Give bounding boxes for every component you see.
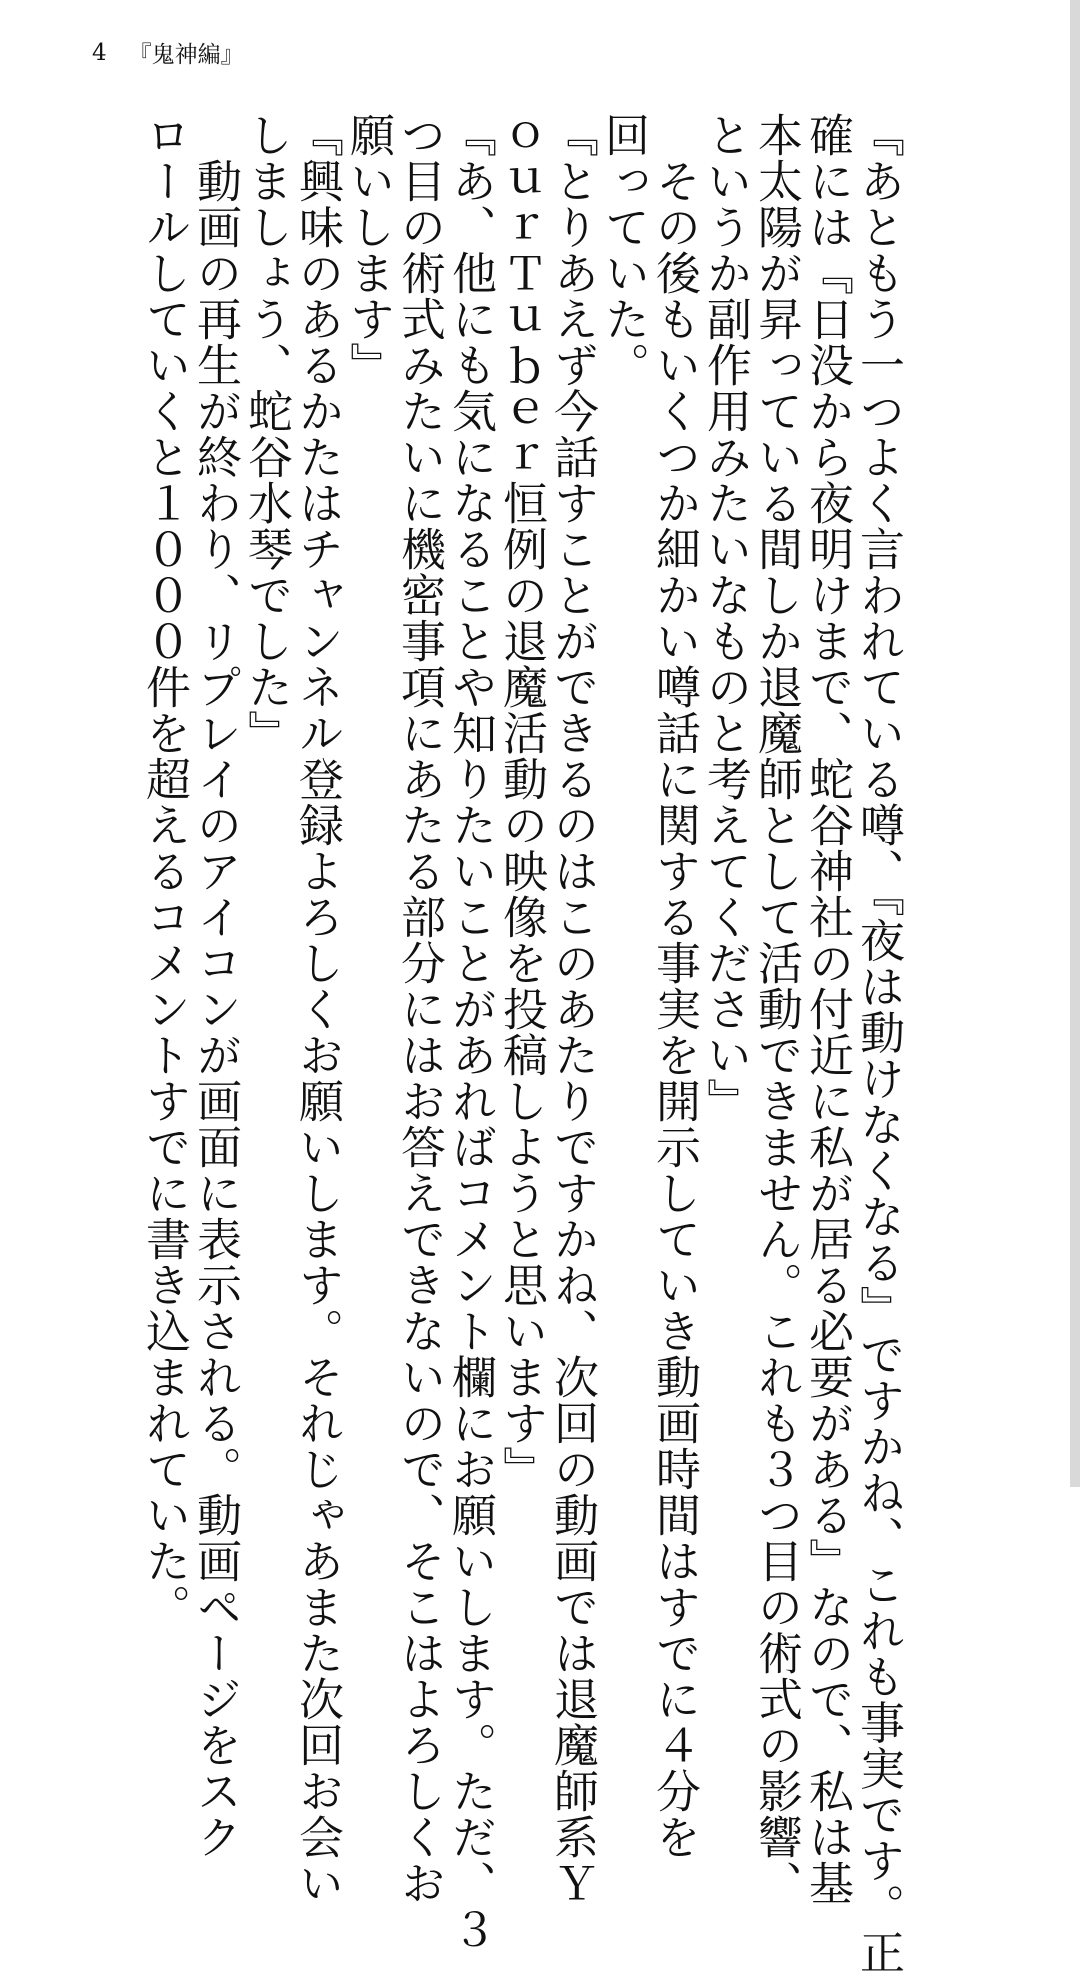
- text-column: ロールしていくと１０００件を超えるコメントすでに書き込まれていた。: [138, 112, 191, 1630]
- text-column: 確には『日没から夜明けまで、蛇谷神社の付近に私が居る必要がある』なので、私は基: [801, 112, 854, 1906]
- text-column: 回っていた。: [597, 112, 650, 388]
- text-column: ｏｕｒＴｕｂｅｒ恒例の退魔活動の映像を投稿しようと思います』: [495, 112, 548, 1492]
- text-column: 本太陽が昇っている間しか退魔師として活動できません。これも３つ目の術式の影響、: [750, 112, 803, 1906]
- chapter-title: 『鬼神編』: [128, 42, 244, 68]
- text-column: しましょう、蛇谷水琴でした』: [240, 112, 293, 756]
- text-column: 『とりあえず今話すことができるのはこのあたりですかね、次回の動画では退魔師系Ｙ: [546, 112, 599, 1906]
- text-column: というか副作用みたいなものと考えてください』: [699, 112, 752, 1124]
- text-column: つ目の術式みたいに機密事項にあたる部分にはお答えできないので、そこはよろしくお: [393, 112, 446, 1906]
- page-number: 4: [92, 39, 107, 66]
- text-column: 『あ、他にも気になることや知りたいことがあればコメント欄にお願いします。ただ、３: [444, 112, 497, 1952]
- text-column: その後もいくつか細かい噂話に関する事実を開示していき動画時間はすでに４分を: [648, 112, 701, 1860]
- page-edge: [1070, 0, 1080, 1487]
- text-column: 『興味のあるかたはチャンネル登録よろしくお願いします。それじゃあまた次回お会い: [291, 112, 344, 1906]
- running-header: [92, 36, 244, 69]
- text-column: 動画の再生が終わり、リプレイのアイコンが画面に表示される。動画ページをスク: [189, 112, 242, 1860]
- vertical-body-text: [138, 112, 905, 1976]
- text-column: 『あともう一つよく言われている噂、『夜は動けなくなる』ですかね、これも事実です。正: [852, 112, 905, 1976]
- text-column: 願いします』: [342, 112, 395, 388]
